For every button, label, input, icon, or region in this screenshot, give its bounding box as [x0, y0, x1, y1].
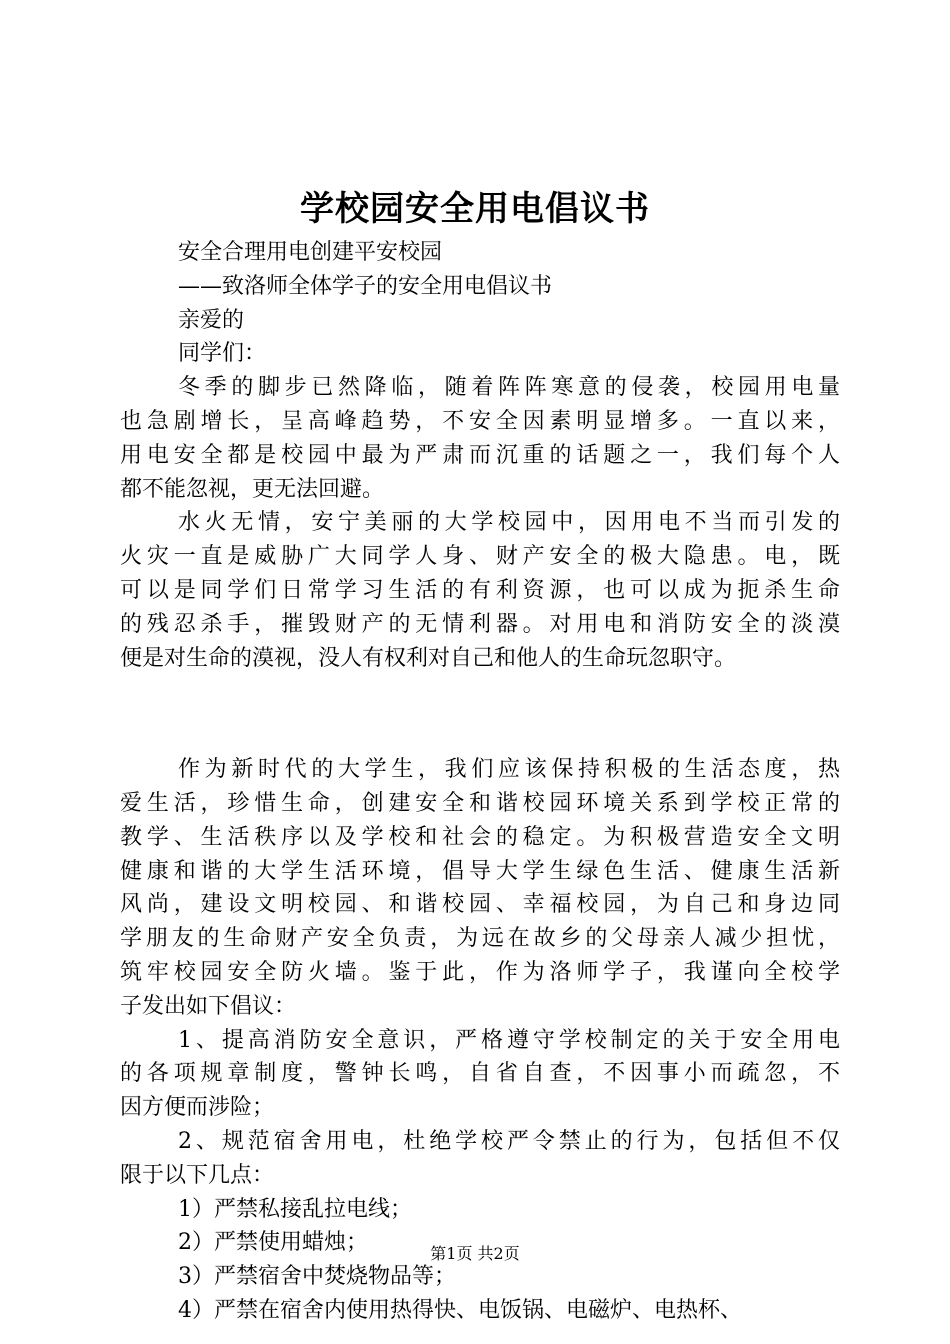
- text-line: 爱生活，珍惜生命，创建安全和谐校园环境关系到学校正常的: [120, 790, 840, 816]
- text-line: 用电安全都是校园中最为严肃而沉重的话题之一，我们每个人: [120, 442, 840, 468]
- text-line: 风尚，建设文明校园、和谐校园、幸福校园，为自己和身边同: [120, 892, 840, 918]
- text-line: 子发出如下倡议：: [120, 993, 297, 1019]
- text-line: 亲爱的: [178, 307, 245, 333]
- page-footer: 第1页 共2页: [430, 1244, 520, 1263]
- document-body: [120, 236, 840, 1328]
- text-line: 限于以下几点：: [120, 1162, 275, 1188]
- text-line: 教学、生活秩序以及学校和社会的稳定。为积极营造安全文明: [120, 824, 840, 850]
- text-line: 4）严禁在宿舍内使用热得快、电饭锅、电磁炉、电热杯、: [178, 1297, 742, 1323]
- text-line: 水火无情，安宁美丽的大学校园中，因用电不当而引发的: [178, 510, 840, 536]
- text-line: 学朋友的生命财产安全负责，为远在故乡的父母亲人减少担忧，: [120, 926, 840, 952]
- text-line: 1）严禁私接乱拉电线；: [178, 1196, 412, 1222]
- text-line: ——致洛师全体学子的安全用电倡议书: [178, 273, 553, 299]
- text-line: 2）严禁使用蜡烛；: [178, 1230, 368, 1256]
- text-line: 冬季的脚步已然降临，随着阵阵寒意的侵袭，校园用电量: [178, 375, 840, 401]
- text-line: 都不能忽视，更无法回避。: [120, 476, 385, 502]
- text-line: 也急剧增长，呈高峰趋势，不安全因素明显增多。一直以来，: [120, 408, 840, 434]
- text-line: 可以是同学们日常学习生活的有利资源，也可以成为扼杀生命: [120, 577, 840, 603]
- blank-line: [120, 697, 840, 731]
- text-line: 因方便而涉险；: [120, 1095, 275, 1121]
- text-line: 的残忍杀手，摧毁财产的无情利器。对用电和消防安全的淡漠: [120, 611, 840, 637]
- text-line: 作为新时代的大学生，我们应该保持积极的生活态度，热: [178, 757, 840, 783]
- text-line: 3）严禁宿舍中焚烧物品等；: [178, 1264, 456, 1290]
- text-line: 安全合理用电创建平安校园: [178, 240, 443, 265]
- text-line: 筑牢校园安全防火墙。鉴于此，作为洛师学子，我谨向全校学: [120, 959, 840, 985]
- text-line: 1、提高消防安全意识，严格遵守学校制定的关于安全用电: [178, 1027, 840, 1053]
- document-title: 学校园安全用电倡议书: [300, 189, 650, 229]
- text-line: 2、规范宿舍用电，杜绝学校严令禁止的行为，包括但不仅: [178, 1128, 840, 1154]
- text-line: 同学们：: [178, 341, 267, 367]
- text-line: 火灾一直是威胁广大同学人身、财产安全的极大隐患。电，既: [120, 544, 840, 570]
- text-line: 便是对生命的漠视，没人有权利对自己和他人的生命玩忽职守。: [120, 645, 737, 671]
- text-line: 的各项规章制度，警钟长鸣，自省自查，不因事小而疏忽，不: [120, 1061, 840, 1087]
- text-line: 健康和谐的大学生活环境，倡导大学生绿色生活、健康生活新: [120, 858, 840, 884]
